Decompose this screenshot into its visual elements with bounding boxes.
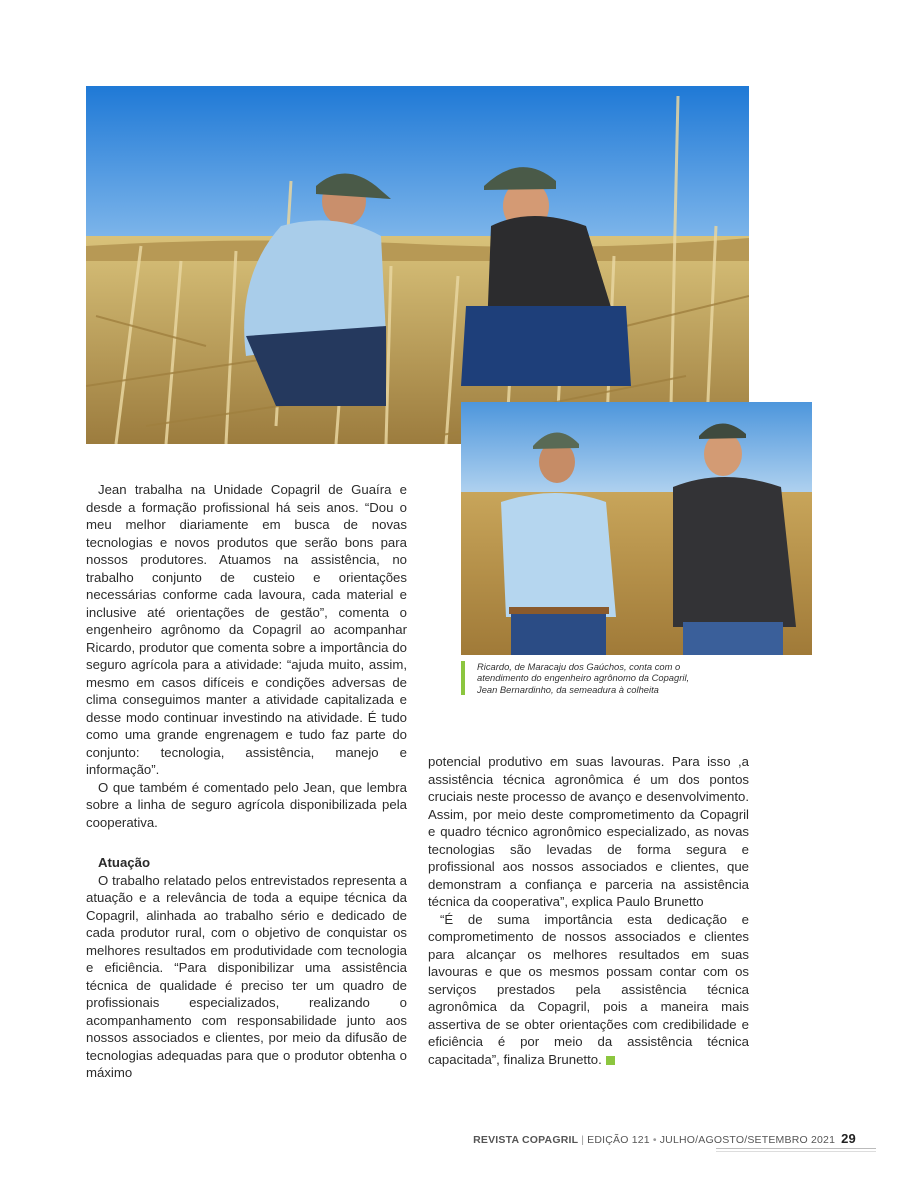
main-photo <box>86 86 749 444</box>
period-label: JULHO/AGOSTO/SETEMBRO 2021 <box>659 1134 836 1146</box>
footer-divider <box>716 1151 876 1152</box>
footer-divider <box>716 1148 876 1149</box>
paragraph: O que também é comentado pelo Jean, que lembra sobre a linha de seguro agrícola disponibilizada pela cooperativa. <box>86 779 407 830</box>
article-left-column <box>86 481 407 1082</box>
edition-label: EDIÇÃO 121 <box>587 1134 650 1146</box>
page-number: 29 <box>841 1131 856 1146</box>
inset-photo <box>461 402 812 655</box>
section-heading: Atuação <box>98 855 151 870</box>
paragraph: O trabalho relatado pelos entrevistados representa a atuação e a relevância de toda a equipe técnica da Copagril, alinhada ao trabalho sério e dedicado de cada produtor rural, com o objetivo de conquistar os melhores resultados em produtividade com tecnologia e eficiência. “Para disponibilizar uma assistência técnica de qualidade é preciso ter um quadro de profissionais especializados, realizando o acompanhamento com responsabilidade junto aos nossos associados e clientes, por meio da difusão de tecnologias adequadas para que o produtor obtenha o máximo <box>86 872 407 1080</box>
separator: | <box>581 1134 585 1146</box>
article-right-column <box>428 753 749 1068</box>
paragraph: potencial produtivo em suas lavouras. Para isso ,a assistência técnica agronômica é um dos pontos cruciais neste processo de avanço e desenvolvimento. Assim, por meio deste comprometimento da Copagril e quadro técnico agronômico especializado, as novas tecnologias são levadas de forma segura e profissional aos nossos associados e clientes, que demonstram a confiança e parceria na assistência técnica da cooperativa”, explica Paulo Brunetto <box>428 754 749 909</box>
magazine-name: REVISTA COPAGRIL <box>473 1134 579 1146</box>
paragraph-text: “É de suma importância esta dedicação e comprometimento de nossos associados e clientes para alcançar os melhores resultados em suas lavouras e que os mesmos possam contar com os serviços prestados pela assistência técnica agronômica da Copagril, pois a maneira mais assertiva de se obter orientações com credibilidade e eficiência é por meio da assistência técnica capacitada”, finaliza Brunetto. <box>428 911 749 1067</box>
field-photo-crouching <box>86 86 749 444</box>
paragraph <box>428 911 749 1069</box>
paragraph: Jean trabalha na Unidade Copagril de Guaíra e desde a formação profissional há seis anos. “Dou o meu melhor diariamente em busca de novas tecnologias e novos produtos que serão bons para nossos produtores. Atuamos na assistência, no trabalho conjunto de custeio e orientações necessárias conforme cada lavoura, cada material e inclusive até orientações de gestão”, comenta o engenheiro agrônomo da Copagril ao acompanhar Ricardo, produtor que comenta sobre a importância do seguro agrícola para a atividade: “ajuda muito, assim, mesmo em casos difíceis e condições adversas de clima conseguimos manter a atividade capitalizada e desse modo continuar investindo na atividade. É tudo como uma grande engrenagem e tudo faz parte do conjunto: tecnologia, assistência, manejo e informação”. <box>86 482 407 777</box>
photo-caption: Ricardo, de Maracaju dos Gaúchos, conta com o atendimento do engenheiro agrônomo da Copagril, Jean Bernardinho, da semeadura à colheita <box>461 661 707 695</box>
bullet-separator: • <box>652 1134 657 1146</box>
end-square-icon <box>606 1056 615 1065</box>
field-photo-standing <box>461 402 812 655</box>
page-footer <box>473 1131 856 1146</box>
